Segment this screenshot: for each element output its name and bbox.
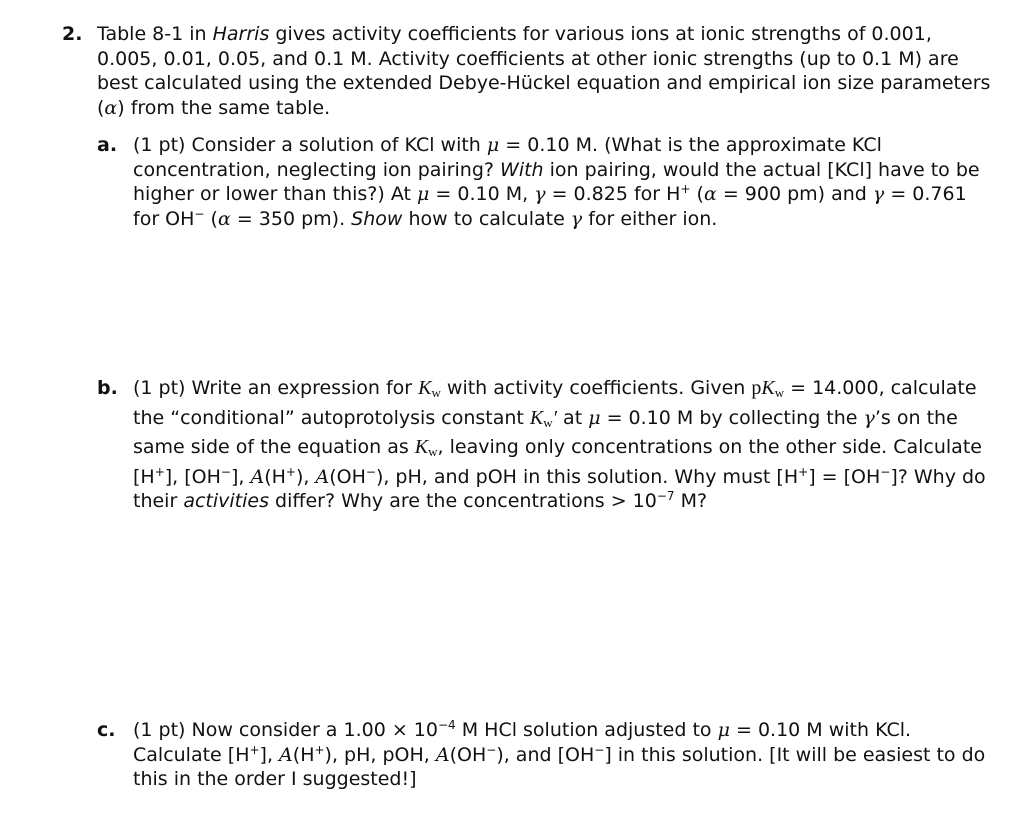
part-a-text [133, 133, 993, 231]
mu-symbol: μ [486, 134, 500, 156]
charge: + [798, 464, 809, 479]
prime: ′ [552, 406, 558, 429]
pkw-k: K [761, 377, 775, 399]
gamma-symbol: γ [872, 183, 885, 205]
problem-number: 2. [62, 23, 83, 45]
intro-text: ) from the same table. [117, 96, 331, 119]
text: ]? Why do their [133, 465, 986, 512]
mu-symbol: μ [588, 406, 601, 429]
gamma-symbol: γ [570, 207, 583, 230]
alpha-symbol: α [104, 96, 118, 119]
text: , leaving only concentrations on the other side. Calculate [H [133, 436, 982, 488]
emphasis: Show [351, 207, 403, 230]
emphasis: activities [183, 490, 269, 512]
text: ), and [OH [496, 743, 595, 766]
charge: − [365, 464, 376, 479]
activity-symbol: A [315, 465, 330, 488]
text: ( [690, 183, 704, 205]
charge: − [194, 206, 205, 221]
text: ( [204, 207, 218, 230]
text: ), pH, and pOH in this solution. Why must [H [375, 465, 799, 488]
kw-symbol [418, 377, 441, 399]
kw-prime-symbol [530, 407, 557, 429]
gamma-symbol: γ [534, 183, 546, 205]
text: (1 pt) Now consider a 1.00 × 10 [133, 719, 438, 741]
text: ] in this solution. [It will be easiest to do this in the order I suggested!] [133, 743, 986, 790]
text: (1 pt) Write an expression for [133, 377, 419, 399]
text: (H [264, 465, 286, 488]
part-a-label: a. [97, 134, 118, 156]
text: = 0.10 M. (What is the approximate KCl concentration, neglecting ion pairing? [133, 134, 882, 181]
text: (OH [449, 743, 487, 766]
text: ], [230, 465, 251, 488]
text: ), pH, pOH, [324, 743, 436, 766]
text: = 0.10 M, [429, 183, 535, 205]
charge: + [249, 742, 260, 757]
kw-k: K [529, 406, 544, 429]
charge: − [594, 742, 605, 757]
text: differ? Why are the concentrations > 10 [268, 490, 657, 512]
text: at [557, 406, 589, 429]
activity-symbol: A [279, 743, 293, 766]
kw-sub: w [543, 414, 553, 430]
pkw-sub: w [774, 385, 785, 400]
book-name: Harris [212, 23, 270, 45]
text: ], [259, 743, 280, 766]
text: with activity coefficients. Given [440, 377, 752, 399]
charge: − [220, 464, 231, 479]
part-b-text [133, 376, 993, 514]
kw-k: K [414, 436, 429, 458]
intro-text: Table 8-1 in [97, 23, 213, 45]
activity-symbol: A [250, 465, 265, 488]
text: = 0.10 M by collecting the [600, 406, 864, 429]
text: (H [292, 743, 315, 766]
part-c [97, 718, 997, 792]
problem-intro [97, 22, 997, 120]
text: ], [OH [164, 465, 221, 488]
text: for either ion. [582, 207, 718, 230]
emphasis: With [500, 158, 544, 181]
kw-sub: w [431, 385, 441, 400]
activity-symbol: A [435, 743, 450, 766]
charge: + [680, 182, 691, 196]
mu-symbol: μ [717, 719, 730, 741]
text: (1 pt) Consider a solution of KCl with [133, 134, 487, 156]
text: M? [674, 490, 708, 512]
text: (OH [329, 465, 366, 488]
text: = 14.000, calculate the “conditional” autoprotolysis constant [133, 377, 977, 429]
text: = 0.10 M with KCl. Calculate [H [133, 719, 912, 766]
text: = 350 pm). [230, 207, 352, 230]
text: ), [295, 465, 316, 488]
exponent: −4 [437, 718, 456, 732]
exponent: −7 [656, 489, 675, 503]
text: ’s on the same side of the equation as [133, 406, 958, 458]
part-b [97, 376, 997, 514]
text: = 0.761 for OH [133, 183, 967, 230]
part-b-label: b. [97, 377, 118, 399]
mu-symbol: μ [417, 183, 430, 205]
text: = 0.825 for H [545, 183, 681, 205]
pkw-p: p [751, 377, 762, 399]
charge: + [285, 464, 296, 479]
text: ion pairing, would the actual [KCl] have to be higher or lower than this?) At [133, 158, 980, 205]
kw-k: K [418, 377, 432, 399]
alpha-symbol: α [703, 183, 717, 205]
intro-text: gives activity coefficients for various ions at ionic strengths of 0.001, 0.005, 0.01, 0.05, and 0.1 M. Activity coefficients at other ionic strengths (up to 0.1 M) are best calculated using the extended Debye-Hückel equation and empirical ion size parameters ( [97, 23, 991, 119]
problem-2 [62, 22, 1002, 120]
charge: + [314, 742, 325, 757]
part-c-label: c. [97, 719, 116, 741]
kw-symbol [415, 436, 438, 458]
text: ] = [OH [808, 465, 881, 488]
part-c-text [133, 718, 993, 792]
charge: − [880, 464, 891, 479]
charge: − [486, 742, 497, 757]
kw-sub: w [428, 444, 438, 459]
pkw-symbol [751, 377, 784, 399]
part-a [97, 133, 997, 231]
gamma-symbol: γ [863, 406, 875, 429]
text: = 900 pm) and [716, 183, 873, 205]
charge: + [154, 464, 165, 479]
alpha-symbol: α [217, 207, 231, 230]
text: how to calculate [402, 207, 571, 230]
text: M HCl solution adjusted to [455, 719, 718, 741]
